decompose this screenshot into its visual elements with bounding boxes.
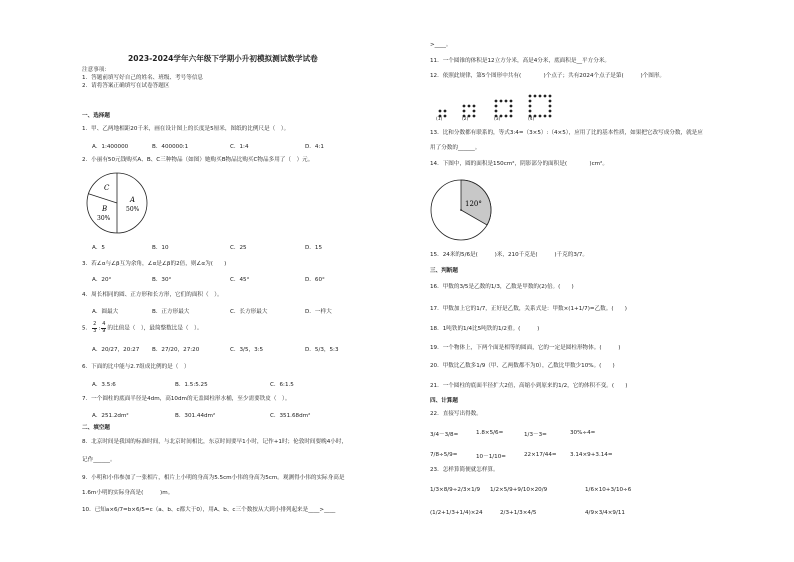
question-9-line-2: 1.6m小明的实际身高是( )m。 — [82, 490, 174, 496]
question-20: 20．甲数比乙数多1/9（甲、乙两数都不为0），乙数比甲数少10%。( ) — [430, 363, 615, 369]
q6-option-b: B．1.5:5.25 — [175, 382, 208, 388]
section-calc: 四、计算题 — [430, 398, 458, 404]
q5-option-a: A．20/27，20:27 — [92, 347, 140, 353]
dot — [529, 100, 532, 103]
q5-option-d: D．5/3，5:3 — [305, 347, 339, 353]
dot — [473, 105, 476, 108]
notice-heading: 注意事项： — [82, 67, 110, 73]
q2-option-d: D．15 — [305, 245, 323, 251]
calc-3-2: 1/2×5/9+9/10×20/9 — [490, 487, 548, 493]
pie-chart — [84, 170, 150, 236]
dot — [495, 100, 498, 103]
pie-pct-a: 50% — [126, 206, 140, 213]
q4-option-c: C．长方形最大 — [230, 309, 268, 315]
q5-frac-right-num: 4 — [102, 321, 106, 327]
pie-label-a: A — [130, 196, 136, 204]
q7-option-c: C．351.68dm² — [270, 413, 311, 419]
dot — [495, 105, 498, 108]
dot — [544, 115, 547, 118]
question-12: 12．依照此规律，第5个图形中共有( )个点子；共有2024个点子是第( )个图形。 — [430, 73, 666, 79]
calc-2-1: 7/8÷5/9= — [430, 452, 458, 458]
dot-figure-2 — [463, 105, 476, 118]
q5-frac-left — [92, 322, 97, 334]
angle-label: 120° — [465, 200, 482, 208]
q5-option-c: C．3/5，3:5 — [230, 347, 264, 353]
dot — [510, 115, 513, 118]
calc-4-1: (1/2+1/3+1/4)×24 — [430, 510, 483, 516]
calc-1-1: 3/4－3/8= — [430, 432, 459, 438]
question-21: 21．一个圆柱的底面半径扩大2倍，高缩小到原来的1/2，它的体积不变。( ) — [430, 383, 628, 389]
q5-frac-right-den: 9 — [102, 327, 106, 334]
dot — [549, 115, 552, 118]
calc-2-4: 3.14×9+3.14= — [570, 452, 613, 458]
question-9-line-1: 9．小明和小伟参加了一张相片，相片上小明的身高为5.5cm小伟的身高为5cm。观测得小伟的实际身高是 — [82, 475, 345, 481]
q7-option-b: B．301.44dm² — [175, 413, 216, 419]
question-1: 1．甲、乙两地相距20千米，画在设计图上的长度是5厘米，图纸的比例尺是（ ）。 — [82, 126, 290, 132]
pie-pct-b: 30% — [97, 215, 111, 222]
dot — [510, 110, 513, 113]
dot — [534, 95, 537, 98]
calc-1-2: 1.8×5/6= — [476, 430, 504, 436]
question-15: 15．24米的5/6是( )米，210千克是( )千克的3/7。 — [430, 252, 588, 258]
q6-option-c: C．6:1.5 — [270, 382, 294, 388]
question-11: 11．一个圆锥的体积是12立方分米，高是4分米，底面积是__平方分米。 — [430, 58, 611, 64]
dot — [495, 110, 498, 113]
section-judge: 三、判断题 — [430, 268, 458, 274]
q1-option-b: B．400000:1 — [152, 144, 189, 150]
q3-option-d: D．60° — [305, 277, 325, 283]
q3-option-b: B．30° — [152, 277, 172, 283]
right-top-continuation: >____。 — [430, 42, 452, 48]
q2-option-b: B．10 — [152, 245, 169, 251]
notice-line-1: 1．答题前填写好自己的姓名、班级、考号等信息 — [82, 75, 204, 81]
dot — [539, 95, 542, 98]
question-7: 7．一个圆柱的底面半径是4dm，高10dm的无盖圆柱形水桶，至少需要铁皮（ ）。 — [82, 396, 291, 402]
question-18: 18．1吨铁的1/4比5吨铁的1/2重。( ) — [430, 326, 540, 332]
question-13-line-2: 用了分数的______。 — [430, 145, 481, 151]
question-23: 23．怎样算简便就怎样算。 — [430, 467, 499, 473]
dot-label-2: (2) — [462, 117, 469, 122]
dot — [505, 115, 508, 118]
dot — [463, 105, 466, 108]
dot — [439, 110, 442, 113]
dot-label-4: (4) — [528, 117, 535, 122]
question-6: 6．下面的比中能与2.7组成比例的是（ ） — [82, 364, 190, 370]
dot — [549, 110, 552, 113]
question-5: 5． $\frac{2}{3}$ : $\frac{4}{9}$ 的比值是（ ），最简整数比是（ ）。 — [82, 321, 203, 334]
q7-option-a: A．251.2dm² — [92, 413, 129, 419]
q4-option-b: B．正方形最大 — [152, 309, 190, 315]
question-4: 4．周长相同的圆、正方形和长方形，它们的面积（ ）。 — [82, 292, 223, 298]
q2-option-a: A．5 — [92, 245, 105, 251]
question-8-line-1: 8．北京时间是我国的标准时间，与北京时间相比，东京时间要早1小时，记作+1时；伦敦时间要晚4小时， — [82, 439, 348, 445]
dot — [473, 110, 476, 113]
calc-3-3: 1/6×10+3/10÷6 — [585, 487, 632, 493]
dot — [468, 105, 471, 108]
notice-line-2: 2．请将答案正确填写在试卷答题区 — [82, 83, 170, 89]
q6-option-a: A．3.5:6 — [92, 382, 116, 388]
circle-center — [460, 209, 462, 211]
pie-label-b: B — [102, 205, 108, 213]
q1-option-a: A．1:400000 — [92, 144, 129, 150]
dot — [529, 105, 532, 108]
dot — [505, 100, 508, 103]
q4-option-a: A．圆最大 — [92, 309, 119, 315]
dot — [549, 105, 552, 108]
dot-figure-4 — [529, 95, 552, 118]
dot — [463, 110, 466, 113]
calc-2-3: 22×17/44= — [524, 452, 557, 458]
calc-3-1: 1/3×8/9÷2/3×1/9 — [430, 487, 481, 493]
calc-1-4: 30%÷4= — [570, 430, 596, 436]
exam-title: 2023-2024学年六年级下学期小升初模拟测试数学试卷 — [128, 54, 318, 63]
question-16: 16．甲数的3/5是乙数的1/3，乙数是甲数的(2)倍。( ) — [430, 284, 574, 290]
question-2: 2．小丽有50元钱购买A、B、C三种物品（如图）她购买B物品比购买C物品多用了（ ）元。 — [82, 157, 314, 163]
q3-option-a: A．20° — [92, 277, 112, 283]
dot — [539, 115, 542, 118]
dot — [473, 115, 476, 118]
calc-4-3: 4/9×3/4×9/11 — [585, 510, 625, 516]
dot — [549, 100, 552, 103]
question-8-line-2: 记作______。 — [82, 457, 116, 463]
question-10: 10．已知a×6/7=b×6/5=c（a、b、c都大于0），用A、b、c三个数按从大到小排列起来是____>____ — [82, 507, 336, 513]
q2-option-c: C．25 — [230, 245, 247, 251]
circle-sector-figure — [428, 176, 498, 244]
question-22: 22．直接写出得数。 — [430, 411, 482, 417]
dot — [510, 100, 513, 103]
question-13-line-1: 13．比和分数都有联系的，等式3:4=（3×5）:（4×5），应用了比的基本性质，如果把它改写成分数，就是应 — [430, 130, 703, 136]
q4-option-d: D．一样大 — [305, 309, 332, 315]
q5-frac-left-num: 2 — [93, 321, 97, 327]
q1-option-d: D．4:1 — [305, 144, 324, 150]
dot-figure-3 — [495, 100, 513, 118]
q5-prefix: 5． — [82, 325, 92, 332]
q5-suffix: 的比值是（ ），最简整数比是（ ）。 — [107, 325, 203, 332]
dot — [510, 105, 513, 108]
dot-label-3: (3) — [494, 117, 501, 122]
q5-frac-left-den: 3 — [93, 327, 97, 334]
q5-frac-right — [101, 322, 106, 334]
calc-4-2: 2/3+1/3×4/5 — [500, 510, 537, 516]
dot — [549, 95, 552, 98]
dot — [500, 100, 503, 103]
dot — [529, 110, 532, 113]
section-choice: 一、选择题 — [82, 113, 110, 119]
q3-option-c: C．45° — [230, 277, 250, 283]
q5-option-b: B．27/20，27:20 — [152, 347, 200, 353]
question-14: 14．下图中，圆的面积是150cm²，阴影部分的面积是( )cm²。 — [430, 161, 608, 167]
dot — [544, 95, 547, 98]
calc-1-3: 1/3－3= — [524, 432, 547, 438]
dot-label-1: (1) — [436, 117, 443, 122]
question-19: 19．一个物体上，下两个面是相等的圆面，它的一定是圆柱形物体。( ) — [430, 345, 621, 351]
dot — [444, 115, 447, 118]
question-17: 17．甲数加上它的1/7，正好是乙数，关系式是：甲数×(1+1/7)=乙数。( ) — [430, 306, 627, 312]
question-3: 3．若∠α与∠β互为余角，∠α是∠β的2倍，则∠α为( ) — [82, 261, 227, 267]
dot — [529, 95, 532, 98]
section-fill: 二、填空题 — [82, 425, 110, 431]
pie-label-c: C — [104, 184, 110, 192]
q1-option-c: C．1:4 — [230, 144, 249, 150]
calc-2-2: 10－1/10= — [476, 454, 506, 460]
dot — [444, 110, 447, 113]
